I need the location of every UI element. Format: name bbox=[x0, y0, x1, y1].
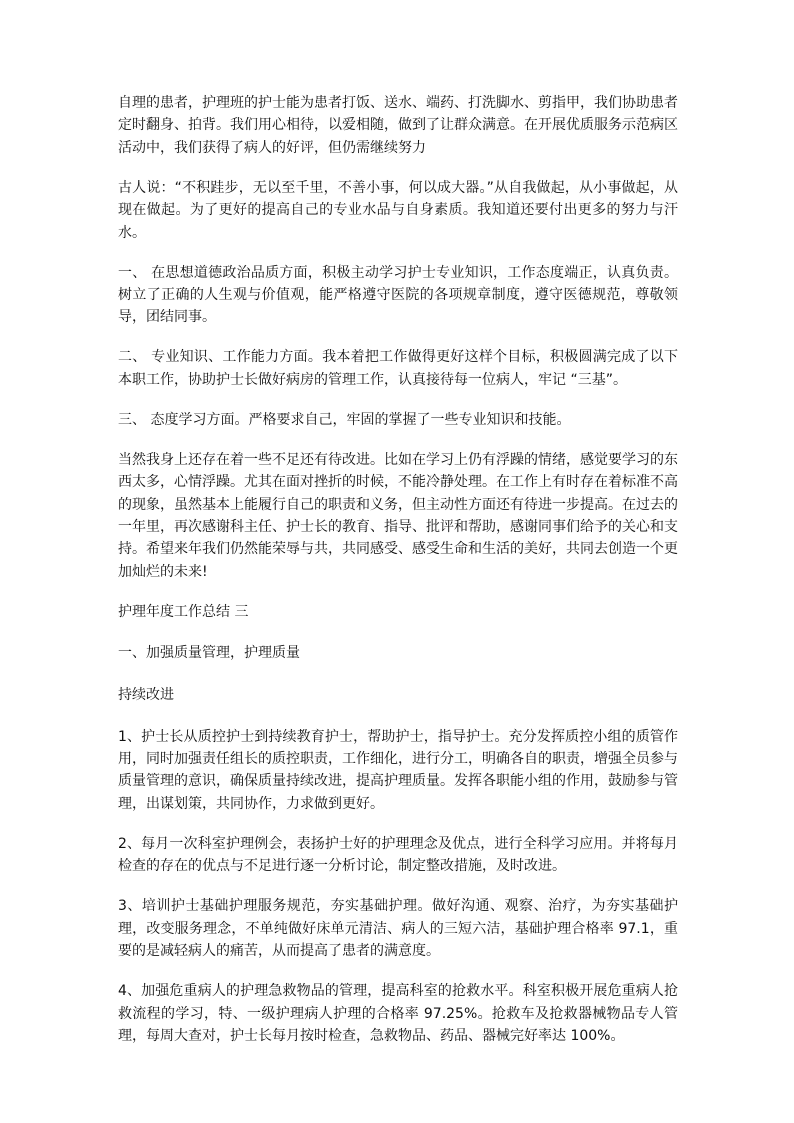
document-body bbox=[118, 92, 678, 1065]
paragraph-item-1: 1、护士长从质控护士到持续教育护士，帮助护士，指导护士。充分发挥质控小组的质管作用，同时加强责任组长的质控职责，工作细化，进行分工，明确各自的职责，增强全员参与质量管理的意识，确保质量持续改进，提高护理质量。发挥各职能小组的作用，鼓励参与管理，出谋划策，共同协作，力求做到更好。 bbox=[118, 728, 678, 812]
paragraph-ancient-quote: 古人说：“不积跬步，无以至千里，不善小事，何以成大器。”从自我做起，从小事做起，从现在做起。为了更好的提高自己的专业水品与自身素质。我知道还要付出更多的努力与汗水。 bbox=[118, 179, 678, 241]
paragraph-ideology: 一、 在思想道德政治品质方面，积极主动学习护士专业知识，工作态度端正，认真负责。树立了正确的人生观与价值观，能严格遵守医院的各项规章制度，遵守医德规范，尊敬领导，团结同事。 bbox=[118, 264, 678, 326]
paragraph-professional-knowledge: 二、 专业知识、工作能力方面。我本着把工作做得更好这样个目标，积极圆满完成了以下本职工作，协助护士长做好病房的管理工作，认真接待每一位病人，牢记 “三基”。 bbox=[118, 349, 678, 388]
section-heading-annual-summary: 护理年度工作总结 三 bbox=[118, 603, 249, 620]
section-heading-continuous-improvement: 持续改进 bbox=[118, 687, 174, 704]
paragraph-item-4: 4、加强危重病人的护理急救物品的管理，提高科室的抢救水平。科室积极开展危重病人抢救流程的学习，特、一级护理病人护理的合格率 97.25%。抢救车及抢救器械物品专人管理，每周大查对，护士长每月按时检查，急救物品、药品、器械完好率达 100%。 bbox=[118, 983, 678, 1044]
paragraph-item-3: 3、培训护士基础护理服务规范，夯实基础护理。做好沟通、观察、治疗，为夯实基础护理，改变服务理念，不单纯做好床单元清洁、病人的三短六洁，基础护理合格率 97.1，重要的是减轻病人的痛苦，从而提高了患者的满意度。 bbox=[118, 898, 678, 960]
paragraph-item-2: 2、每月一次科室护理例会，表扬护士好的护理理念及优点，进行全科学习应用。并将每月检查的存在的优点与不足进行逐一分析讨论，制定整改措施，及时改进。 bbox=[118, 835, 678, 875]
section-heading-quality-management: 一、加强质量管理，护理质量 bbox=[118, 645, 300, 662]
paragraph-shortcomings: 当然我身上还存在着一些不足还有待改进。比如在学习上仍有浮躁的情绪，感觉要学习的东西太多，心情浮躁。尤其在面对挫折的时候，不能冷静处理。在工作上有时存在着标准不高的现象，虽然基本上能履行自己的职责和义务，但主动性方面还有待进一步提高。在过去的一年里，再次感谢科主任、护士长的教育、指导、批评和帮助，感谢同事们给予的关心和支持。希望来年我们仍然能荣辱与共，共同感受、感受生命和生活的美好，共同去创造一个更加灿烂的未来! bbox=[118, 451, 678, 580]
paragraph-patient-care: 自理的患者，护理班的护士能为患者打饭、送水、端药、打洗脚水、剪指甲，我们协助患者定时翻身、拍背。我们用心相待，以爱相随，做到了让群众满意。在开展优质服务示范病区活动中，我们获得了病人的好评，但仍需继续努力 bbox=[118, 95, 678, 156]
paragraph-learning-attitude: 三、 态度学习方面。严格要求自己，牢固的掌握了一些专业知识和技能。 bbox=[118, 411, 571, 428]
